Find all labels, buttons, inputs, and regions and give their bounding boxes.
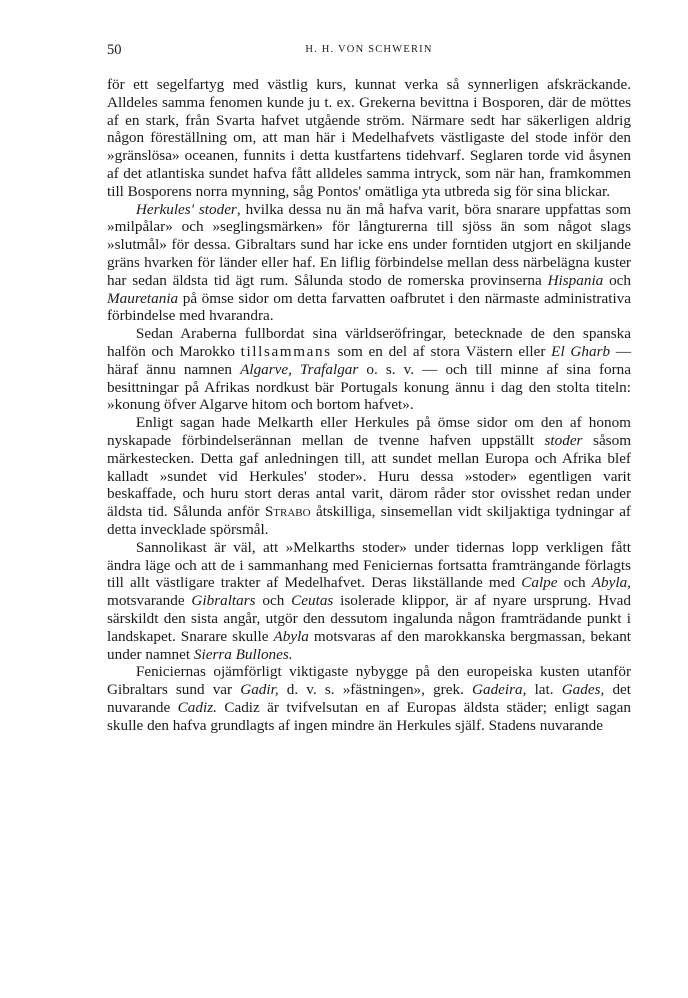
text-run: Sedan Araberna fullbordat sina världseröfringar, betecknade de den spanska halfön och Marokko	[107, 325, 631, 360]
spaced-emphasis: tillsammans	[240, 342, 332, 360]
running-title: H. H. VON SCHWERIN	[305, 44, 433, 55]
italic-term: Gades,	[561, 681, 605, 699]
italic-term: Herkules' stoder	[135, 200, 237, 218]
text-run: på ömse sidor om detta farvatten oafbrutet i den närmaste administrativa förbindelse med hvarandra.	[107, 289, 631, 325]
text-run: och	[557, 574, 592, 592]
page-number: 50	[107, 42, 122, 58]
text-run: för ett segelfartyg med västlig kurs, kunnat verka så synnerligen afskräckande. Alldeles samma fenomen kunde ju t. ex. Grekerna bevittna i Bosporen, där de möttes af en stark, från Svarta hafvet utgående ström. Närmare sedt har säkerligen aldrig någon föreställning om, att man här i Medelhafvets västligaste del stode inför den »gränslösa» oceanen, funnits i detta kustfartens tidehvarf. Seglaren torde vid åsynen af det atlantiska sundet hafva fått alldeles samma intryck, som när han, framkommen till Bosporens norra mynning, såg Pontos' omätliga yta utbreda sig för sina blickar.	[107, 76, 631, 200]
italic-term: Ceutas	[291, 592, 334, 610]
text-run: åtskilliga, sinsemellan vidt skiljaktiga tydningar af detta invecklade spörsmål.	[107, 503, 631, 538]
paragraph	[107, 76, 631, 201]
text-run: såsom märkestecken. Detta gaf anledningen till, att sundet mellan Europa och Afrika blef kalladt »sundet vid Herkules' stoder». Huru dessa »stoder» egentligen varit beskaffade, och huru stort deras antal varit, därom råder stor ovisshet redan under äldsta tid. Sålunda anför	[107, 431, 632, 521]
text-run: — häraf ännu namnen	[107, 342, 632, 378]
paragraph	[107, 201, 631, 326]
text-run: och	[255, 592, 292, 610]
author-name-smallcaps: Strabo	[264, 503, 311, 521]
italic-term: Hispania	[547, 271, 604, 289]
running-head	[107, 42, 631, 64]
body-text	[107, 76, 631, 734]
text-run: det nuvarande	[107, 681, 632, 716]
text-run: , hvilka dessa nu än må hafva varit, böra snarare uppfattas som »milpålar» och »seglingsmärken» för långturerna till sjöss än som något slags »slutmål» för dessa. Gibraltars sund har icke ens under forntiden utgjort en skiljande gräns hvarken för länder eller haf. En liflig förbindelse mellan dess närbelägna kuster har sedan äldsta tid ägt rum. Sålunda stodo de romerska provinserna	[107, 200, 632, 289]
italic-term: stoder	[544, 431, 583, 449]
text-run: lat.	[526, 681, 562, 699]
text-run: Enligt sagan hade Melkarth eller Herkules på ömse sidor om den af honom nyskapade förbindelserännan mellan de tvenne hafven uppställt	[107, 414, 631, 449]
italic-term: Abyla,	[591, 574, 631, 592]
italic-term: Sierra Bullones.	[193, 645, 293, 663]
text-run: och	[603, 271, 632, 289]
paragraph	[107, 663, 631, 734]
italic-term: Gibraltars	[191, 592, 256, 610]
italic-term: Algarve, Trafalgar	[240, 360, 359, 378]
italic-term: Calpe	[521, 574, 558, 592]
text-run: Cadiz är tvifvelsutan en af Europas äldsta städer; enligt sagan skulle den hafva grundlagts af ingen mindre än Herkules själf. Stadens nuvarande	[107, 698, 631, 734]
paragraph	[107, 414, 631, 539]
text-run: d. v. s. »fästningen», grek.	[278, 681, 473, 699]
paragraph	[107, 539, 631, 664]
text-run: motsvarande	[107, 592, 192, 610]
text-run: Sannolikast är väl, att »Melkarths stoder» under tidernas lopp verkligen fått ändra läge och att de i sammanhang med Feniciernas fortsatta framträngande förlagts till allt västligare trakter af Medelhafvet. Deras likställande med	[107, 538, 631, 592]
text-run: isolerade klippor, är af nyare ursprung. Hvad särskildt den sista angår, utgör den dessutom ingalunda någon framträdande punkt i landskapet. Snarare skulle	[107, 592, 631, 645]
paragraph	[107, 325, 631, 414]
text-run: motsvaras af den marokkanska bergmassan, bekant under namnet	[107, 627, 632, 663]
text-run: o. s. v. — och till minne af sina forna besittningar på Afrikas nordkust bär Portugals konung ännu i dag den stolta titeln: »konung öfver Algarve hitom och bortom hafvet».	[107, 360, 631, 414]
text-run: Feniciernas ojämförligt viktigaste nybygge på den europeiska kusten utanför Gibraltars sund var	[107, 663, 631, 699]
italic-term: El Gharb	[551, 342, 611, 360]
italic-term: Gadeira,	[472, 681, 527, 699]
italic-term: Mauretania	[107, 289, 179, 307]
italic-term: Cadiz.	[177, 698, 217, 716]
italic-term: Abyla	[273, 627, 309, 645]
book-page	[107, 42, 631, 734]
text-run: som en del af stora Västern eller	[331, 342, 552, 360]
italic-term: Gadir,	[240, 681, 279, 699]
